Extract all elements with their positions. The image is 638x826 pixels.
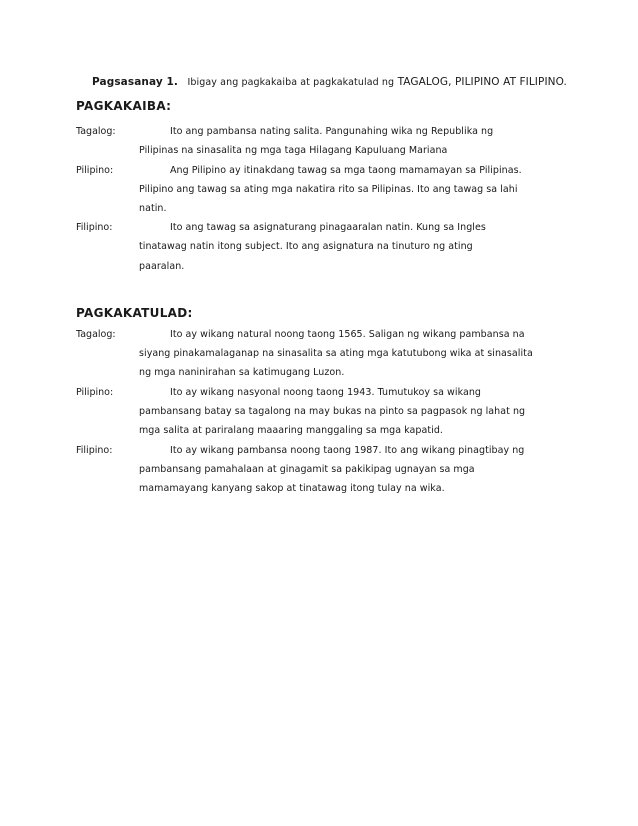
pagkakaiba-term-pilipino: Pilipino: bbox=[76, 165, 114, 176]
pagkakatulad-filipino-line: mamamayang kanyang sakop at tinatawag itong tulay na wika. bbox=[139, 483, 445, 494]
pagkakaiba-tagalog-line: Ito ang pambansa nating salita. Pangunahing wika ng Republika ng bbox=[170, 126, 494, 137]
pagkakatulad-term-tagalog: Tagalog: bbox=[76, 329, 116, 340]
pagkakatulad-tagalog-line: Ito ay wikang natural noong taong 1565. Saligan ng wikang pambansa na bbox=[170, 329, 525, 340]
pagkakatulad-pilipino-line: Ito ay wikang nasyonal noong taong 1943. Tumutukoy sa wikang bbox=[170, 387, 481, 398]
exercise-title bbox=[92, 76, 567, 88]
pagkakaiba-tagalog-line: Pilipinas na sinasalita ng mga taga Hilagang Kapuluang Mariana bbox=[139, 145, 448, 156]
pagkakatulad-tagalog-line: siyang pinakamalaganap na sinasalita sa ating mga katutubong wika at sinasalita bbox=[139, 348, 533, 359]
pagkakaiba-pilipino-line: natin. bbox=[139, 203, 167, 214]
pagkakaiba-term-filipino: Filipino: bbox=[76, 222, 113, 233]
pagkakatulad-pilipino-line: mga salita at pariralang maaaring manggaling sa mga kapatid. bbox=[139, 425, 443, 436]
pagkakaiba-filipino-line: tinatawag natin itong subject. Ito ang asignatura na tinuturo ng ating bbox=[139, 241, 473, 252]
pagkakaiba-filipino-line: paaralan. bbox=[139, 261, 185, 272]
pagkakatulad-filipino-line: Ito ay wikang pambansa noong taong 1987. Ito ang wikang pinagtibay ng bbox=[170, 445, 525, 456]
pagkakatulad-pilipino-line: pambansang batay sa tagalong na may bukas na pinto sa pagpasok ng lahat ng bbox=[139, 406, 526, 417]
pagkakaiba-filipino-line: Ito ang tawag sa asignaturang pinagaaralan natin. Kung sa Ingles bbox=[170, 222, 486, 233]
pagkakatulad-filipino-line: pambansang pamahalaan at ginagamit sa pakikipag ugnayan sa mga bbox=[139, 464, 475, 475]
pagkakaiba-heading: PAGKAKAIBA: bbox=[76, 99, 172, 113]
pagkakaiba-pilipino-line: Pilipino ang tawag sa ating mga nakatira rito sa Pilipinas. Ito ang tawag sa lahi bbox=[139, 184, 518, 195]
pagkakatulad-tagalog-line: ng mga naninirahan sa katimugang Luzon. bbox=[139, 367, 345, 378]
pagkakaiba-pilipino-line: Ang Pilipino ay itinakdang tawag sa mga taong mamamayan sa Pilipinas. bbox=[170, 165, 522, 176]
exercise-instruction: Ibigay ang pagkakaiba at pagkakatulad ng bbox=[187, 77, 395, 88]
pagkakatulad-term-filipino: Filipino: bbox=[76, 445, 113, 456]
pagkakatulad-heading: PAGKAKATULAD: bbox=[76, 306, 193, 320]
exercise-label: Pagsasanay 1. bbox=[92, 76, 179, 88]
exercise-instruction-caps: TAGALOG, PILIPINO AT FILIPINO. bbox=[397, 76, 567, 88]
pagkakatulad-term-pilipino: Pilipino: bbox=[76, 387, 114, 398]
pagkakaiba-term-tagalog: Tagalog: bbox=[76, 126, 116, 137]
